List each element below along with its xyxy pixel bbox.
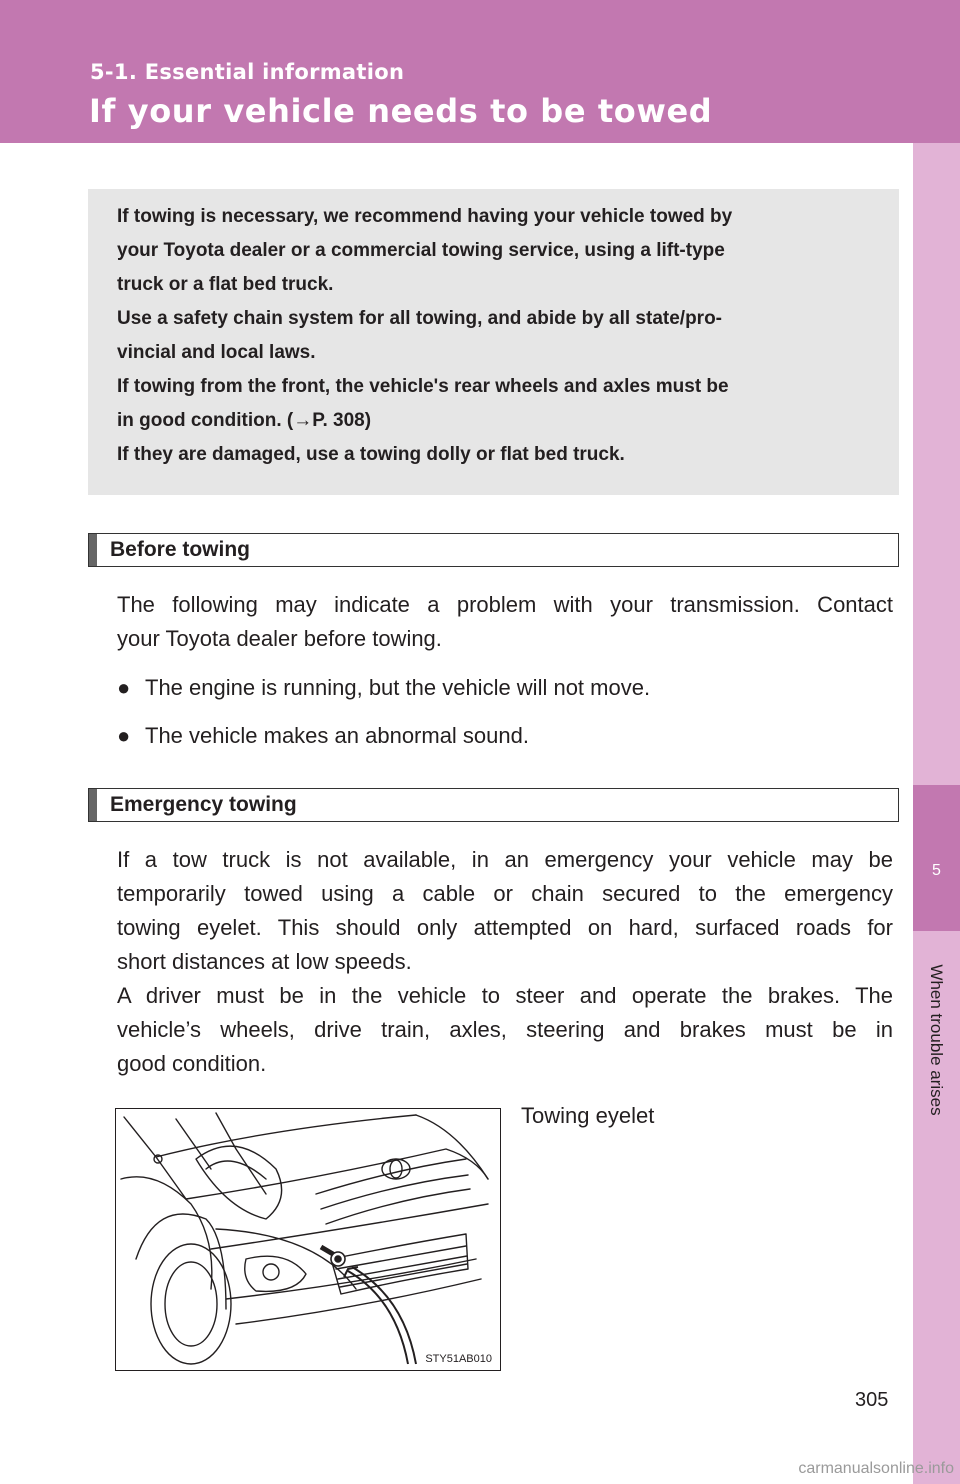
chapter-label: When trouble arises — [927, 964, 946, 1116]
figure-code: STY51AB010 — [425, 1353, 492, 1365]
heading-text: Emergency towing — [110, 793, 297, 816]
body-line: vehicle’s wheels, drive train, axles, steering and brakes must be in — [117, 1017, 893, 1042]
bullet-item: The vehicle makes an abnormal sound. — [145, 723, 529, 748]
body-line: your Toyota dealer before towing. — [117, 626, 442, 651]
body-line: temporarily towed using a cable or chain secured to the emergency — [117, 881, 893, 906]
chapter-number-block — [913, 785, 960, 931]
intro-line: If they are damaged, use a towing dolly or flat bed truck. — [117, 444, 625, 465]
watermark: carmanualsonline.info — [798, 1460, 954, 1477]
page-number: 305 — [855, 1389, 889, 1411]
bullet-icon: ● — [117, 723, 131, 748]
bullet-item: The engine is running, but the vehicle will not move. — [145, 675, 651, 700]
body-line: towing eyelet. This should only attempted on hard, surfaced roads for — [117, 915, 893, 940]
intro-line: your Toyota dealer or a commercial towing service, using a lift-type — [117, 240, 725, 261]
car-front-illustration — [115, 1108, 501, 1371]
figure-callout: Towing eyelet — [521, 1103, 655, 1128]
chapter-number: 5 — [932, 862, 941, 879]
bullet-icon: ● — [117, 675, 131, 700]
intro-line: truck or a flat bed truck. — [117, 274, 334, 295]
intro-line: If towing from the front, the vehicle's rear wheels and axles must be — [117, 376, 729, 397]
heading-bar — [89, 534, 97, 566]
heading-text: Before towing — [110, 538, 250, 561]
car-front-drawing — [116, 1109, 501, 1371]
intro-line: If towing is necessary, we recommend having your vehicle towed by — [117, 206, 733, 227]
before-towing-heading — [88, 533, 899, 567]
intro-line: Use a safety chain system for all towing, and abide by all state/pro- — [117, 308, 723, 329]
body-line: If a tow truck is not available, in an emergency your vehicle may be — [117, 847, 893, 872]
emergency-towing-heading — [88, 788, 899, 822]
body-line: good condition. — [117, 1051, 267, 1076]
page-title: If your vehicle needs to be towed — [89, 92, 713, 130]
section-label: 5-1. Essential information — [90, 60, 405, 84]
heading-bar — [89, 789, 97, 821]
intro-line: in good condition. (→P. 308) — [117, 410, 372, 431]
intro-line: vincial and local laws. — [117, 342, 316, 363]
body-line: A driver must be in the vehicle to steer and operate the brakes. The — [117, 983, 893, 1008]
body-line: The following may indicate a problem with your transmission. Contact — [117, 592, 893, 617]
body-line: short distances at low speeds. — [117, 949, 412, 974]
